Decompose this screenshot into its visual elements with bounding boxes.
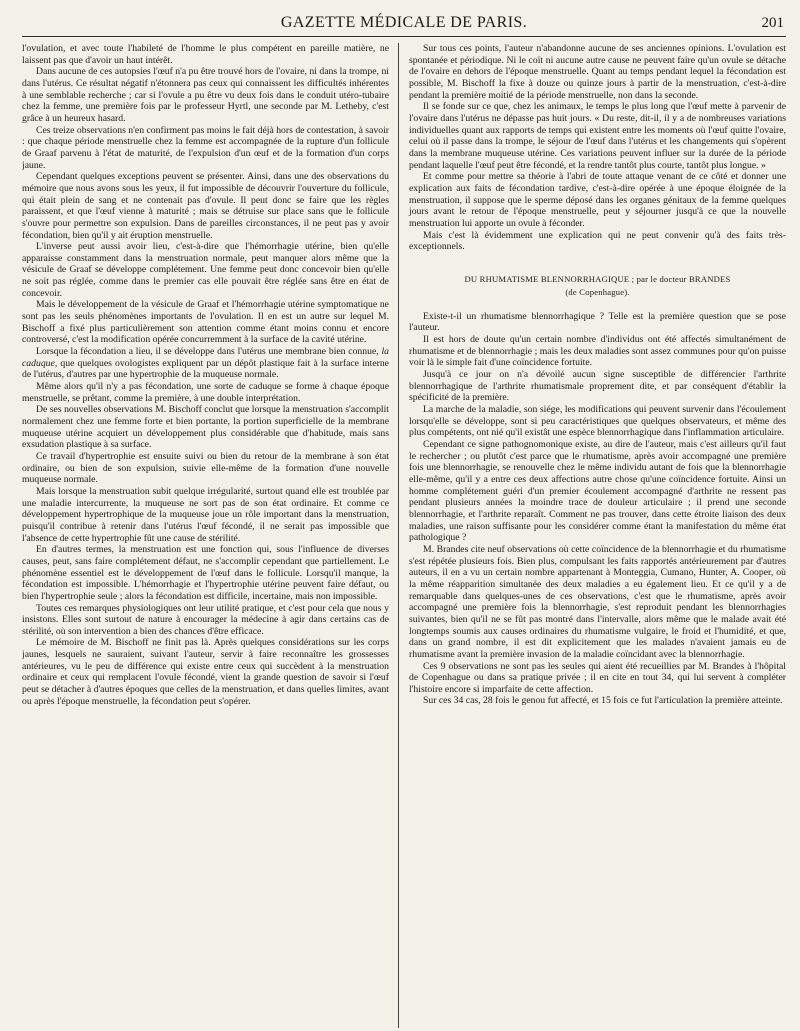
paragraph: Ce travail d'hypertrophie est ensuite suivi ou bien du retour de la membrane à son état ordinaire, ou bien de son expulsion, suivie elle-même de la formation d'une nouvelle muqueuse normale.: [22, 450, 389, 486]
right-column-top: [409, 43, 786, 253]
paragraph: La marche de la maladie, son siége, les modifications qui peuvent survenir dans l'écoulement lorsqu'elle se développe, sont si peu caractéristiques que quelques observateurs, et même des plus compétents, ont nié qu'il existât une espèce blennorrhagique dans l'inflammation articulaire.: [409, 404, 786, 439]
paragraph: l'ovulation, et avec toute l'habileté de l'homme le plus compétent en pareille matière, ne laissent pas que d'avoir un haut intérêt.: [22, 43, 389, 66]
paragraph: Toutes ces remarques physiologiques ont leur utilité pratique, et c'est pour cela que nous y insistons. Elles sont surtout de nature à encourager la médecine à agir dans certains cas de stérilité, où son intervention a bien des chances d'être efficace.: [22, 602, 389, 637]
paragraph: L'inverse peut aussi avoir lieu, c'est-à-dire que l'hémorrhagie utérine, bien qu'elle apparaisse constamment dans la menstruation normale, peut manquer alors même que la vésicule de Graaf se développe complétement. Une femme peut donc concevoir bien qu'elle ne soit pas réglée, comme dans le premier cas elle pouvait être réglée sans être en état de concevoir.: [22, 241, 389, 299]
article-title: DU RHUMATISME BLENNORRHAGIQUE ; par le docteur BRANDES: [464, 273, 731, 284]
paragraph: Mais le développement de la vésicule de Graaf et l'hémorrhagie utérine symptomatique ne sont pas les seuls phénomènes importants de l'ovulation. Il en est un autre sur lequel M. Bischoff a fixé plus particulièrement son attention comme étant moins connu et encore controversé, c'est la modification opérée concurremment à la surface de la cavité utérine.: [22, 299, 389, 346]
paragraph: Cependant ce signe pathognomonique existe, au dire de l'auteur, mais c'est ailleurs qu'il faut le rechercher ; ou plutôt c'est parce que le rhumatisme, après avoir accompagné une première fois une blennorrhagie, se renouvelle chez le même individu autant de fois que la blennorrhagie elle-même, qu'il y a entre ces deux affections autre chose qu'une coïncidence fortuite. Ainsi un homme complétement guéri d'un premier écoulement accompagné d'arthrite ne ressent pas pendant plusieurs années la moindre trace de douleur articulaire ; il prend une seconde blennorrhagie, et l'arthrite reparaît. Comment ne pas trouver, dans cette étroite liaison des deux maladies, une raison suffisante pour les considérer comme étant la manifestation du même état pathologique ?: [409, 439, 786, 544]
article-heading: [409, 273, 786, 299]
paragraph: Sur ces 34 cas, 28 fois le genou fut affecté, et 15 fois ce fut l'articulation la première atteinte.: [423, 695, 783, 707]
paragraph: Jusqu'à ce jour on n'a dévoilé aucun signe susceptible de différencier l'arthrite blennorrhagique de l'arthrite rhumatismale proprement dite, et par conséquent d'établir la spécificité de la première.: [409, 369, 786, 404]
paragraph: De ses nouvelles observations M. Bischoff conclut que lorsque la menstruation s'accomplit normalement chez une femme forte et bien portante, la portion superficielle de la membrane muqueuse utérine acquiert un développement plus considérable que d'habitude, mais sans exsudation plastique à sa surface.: [22, 404, 389, 451]
paragraph: Sur tous ces points, l'auteur n'abandonne aucune de ses anciennes opinions. L'ovulation est spontanée et périodique. Ni le coït ni aucune autre cause ne peuvent faire qu'un ovule se détache de l'ovaire en dehors de l'époque menstruelle. Quant au temps pendant lequel la fécondation est possible, M. Bischoff la fixe à douze ou quinze jours à partir de la menstruation, c'est-à-dire pendant la première moitié de la période menstruelle, non dans la seconde.: [409, 43, 786, 101]
page-number: 201: [761, 15, 784, 31]
paragraph: Cependant quelques exceptions peuvent se présenter. Ainsi, dans une des observations du mémoire que nous avons sous les yeux, il fut impossible de découvrir l'ouverture du follicule, qui était plein de sang et ne contenait pas d'ovule. Il peut donc se faire que les règles paraissent, et que l'œuf vienne à maturité ; mais se détruise sur place sans que le follicule s'ouvre pour permettre son expulsion. Dans de pareilles circonstances, il ne peut pas y avoir fécondation, bien qu'il y ait éruption menstruelle.: [22, 171, 389, 241]
right-column-bottom: [409, 311, 786, 707]
right-column: [398, 43, 786, 1028]
journal-title: GAZETTE MÉDICALE DE PARIS.: [280, 14, 528, 31]
page-header: [22, 10, 786, 37]
paragraph: En d'autres termes, la menstruation est une fonction qui, sous l'influence de diverses causes, peut, sans faire complétement défaut, ne s'accomplir cependant que partiellement. Le phénomène essentiel est le développement de l'œuf dans le follicule. Lorsqu'il manque, la fécondation est impossible. L'hémorrhagie et l'hypertrophie utérine peuvent faire défaut, ou bien l'hypertrophie seule ; alors la fécondation est difficile, incertaine, mais non impossible.: [22, 544, 389, 602]
emphasis: la caduque: [22, 346, 389, 369]
paragraph: Même alors qu'il n'y a pas fécondation, une sorte de caduque se forme à chaque époque menstruelle, se prêtant, comme la première, à une double interprétation.: [22, 381, 389, 404]
paragraph: M. Brandes cite neuf observations où cette coïncidence de la blennorrhagie et du rhumatisme s'est répétée plusieurs fois. Bien plus, compulsant les faits rapportés antérieurement par d'autres auteurs, il en a vu un certain nombre appartenant à Monteggia, Cumano, Hunter, A. Cooper, où la même réapparition simultanée des deux maladies a eu également lieu. Et ce qu'il y a de remarquable dans quelques-unes de ces observations, c'est que le rhumatisme, après avoir accompagné une première fois la blennorrhagie, s'est reproduit pendant les blennorrhagies suivantes, bien qu'il ne se fût pas montré dans l'intervalle, alors même que le malade avait été longtemps soumis aux causes ordinaires du rhumatisme vulgaire, le froid et l'humidité, et que, dans un grand nombre, il est dit explicitement que les malades n'avaient jamais eu de rhumatisme avant la première invasion de la maladie coïncidant avec la blennorrhagie.: [409, 543, 786, 660]
left-column: [22, 43, 398, 1028]
paragraph: Et comme pour mettre sa théorie à l'abri de toute attaque venant de ce côté et donner une explication aux faits de fécondation tardive, c'est-à-dire opérée à une époque éloignée de la menstruation, il suppose que le sperme déposé dans les organes génitaux de la femme quelques jours avant le retour de l'époque menstruelle, peut y séjourner jusqu'à ce que la nouvelle menstruation lui apporte un ovule à féconder.: [409, 171, 786, 229]
paragraph: Dans aucune de ces autopsies l'œuf n'a pu être trouvé hors de l'ovaire, ni dans la trompe, ni dans l'utérus. Ce résultat négatif n'étonnera pas ceux qui connaissent les difficultés inhérentes à une semblable recherche ; car si l'ovule a pu être vu deux fois dans le conduit utéro-tubaire chez la femme, une première fois par le professeur Hyrtl, une seconde par M. Letheby, c'est grâce à un heureux hasard.: [22, 66, 389, 124]
article-subtitle: (de Copenhague).: [565, 286, 630, 297]
paragraph: Mais lorsque la menstruation subit quelque irrégularité, surtout quand elle est troublée par une maladie intercurrente, la muqueuse ne sort pas de son état ordinaire. Et comme ce développement hypertrophique de la muqueuse joue un rôle important dans la menstruation, puisqu'il contribue à retenir dans l'utérus l'œuf fécondé, il ne serait pas impossible que l'absence de cette hypertrophie fût une cause de stérilité.: [22, 485, 389, 544]
paragraph: Mais c'est là évidemment une explication qui ne peut convenir qu'à des faits très-exceptionnels.: [409, 229, 786, 253]
paragraph: Existe-t-il un rhumatisme blennorrhagique ? Telle est la première question que se pose l'auteur.: [409, 310, 786, 334]
paragraph: Ces treize observations n'en confirment pas moins le fait déjà hors de contestation, à savoir : que chaque période menstruelle chez la femme est accompagnée de la rupture d'un follicule de Graaf parvenu à l'état de maturité, de l'expulsion d'un œuf et de la formation d'un corps jaune.: [22, 124, 389, 171]
paragraph: Le mémoire de M. Bischoff ne finit pas là. Après quelques considérations sur les corps jaunes, lesquels ne sauraient, suivant l'auteur, servir à faire reconnaître les grossesses antérieures, vu le peu de différence qui existe entre ceux qui succèdent à la menstruation ordinaire et ceux qui remplacent l'ovule fécondé, vient la grande question de savoir si l'œuf peut se détacher à d'autres époques que celles de la menstruation, et dans quelles limites, avant ou après l'époque menstruelle, la fécondation peut s'opérer.: [22, 637, 389, 707]
paragraph: Il se fonde sur ce que, chez les animaux, le temps le plus long que l'œuf mette à parvenir de l'ovaire dans l'utérus ne dépasse pas huit jours. « Du reste, dit-il, il y a de nombreuses variations individuelles quant aux rapports de temps qui existent entre les moments où l'œuf quitte l'ovaire, celui où il passe dans la trompe, le séjour de l'œuf dans l'utérus et les changements qui s'opèrent dans la membrane muqueuse utérine. Ces variations peuvent influer sur la durée de la période pendant laquelle l'œuf peut être fécondé, et la rendre tantôt plus courte, tantôt plus longue. »: [409, 101, 786, 171]
text-columns: [22, 43, 786, 1028]
paragraph: Ces 9 observations ne sont pas les seules qui aient été recueillies par M. Brandes à l'hôpital de Copenhague ou dans sa pratique privée ; il en cite en tout 34, qui lui servent à compléter l'histoire encore si imparfaite de cette affection.: [409, 660, 786, 695]
paragraph: Lorsque la fécondation a lieu, il se développe dans l'utérus une membrane bien connue, la caduque, que quelques ovologistes expliquent par un dépôt plastique fait à la surface interne de l'utérus, d'autres par une hypertrophie de la muqueuse normale.: [22, 346, 389, 381]
paragraph: Il est hors de doute qu'un certain nombre d'individus ont été affectés simultanément de rhumatisme et de blennorrhagie ; mais les deux maladies sont assez communes pour qu'on puisse voir là le simple fait d'une coïncidence fortuite.: [409, 334, 786, 369]
